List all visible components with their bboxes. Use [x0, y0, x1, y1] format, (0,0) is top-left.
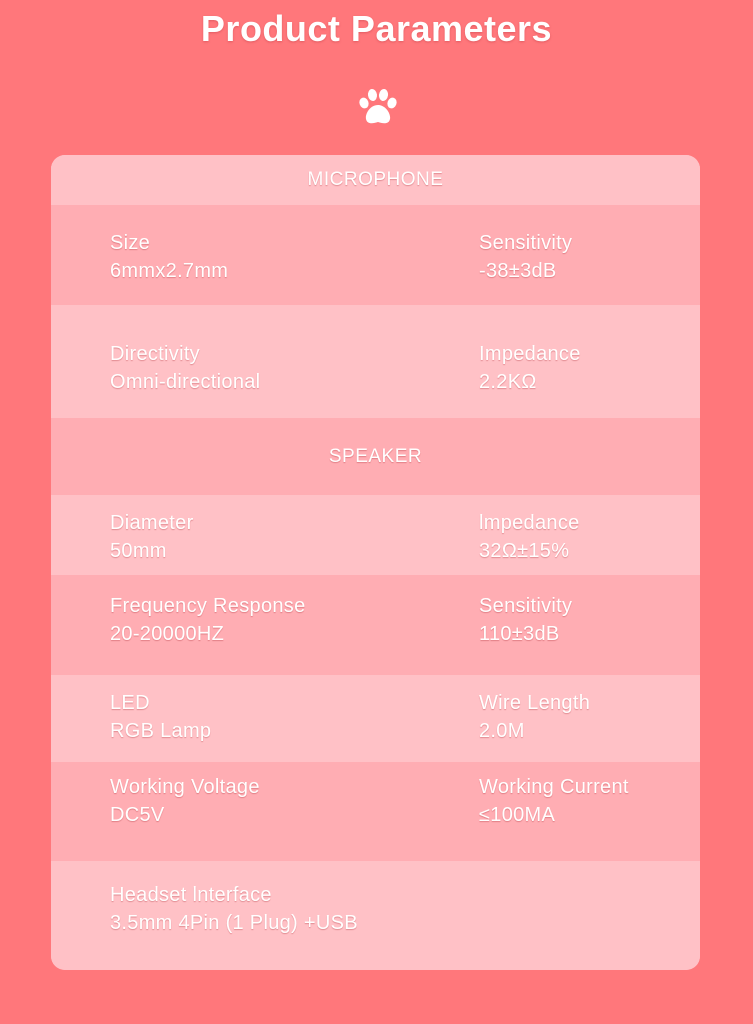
- spec-row: [51, 675, 700, 762]
- speaker-header-label: SPEAKER: [328, 445, 423, 467]
- spec-cell-headset-interface: [110, 881, 358, 937]
- spec-row: [51, 861, 700, 970]
- microphone-header-label: MICROPHONE: [307, 169, 444, 190]
- spec-label: Directivity: [110, 343, 200, 365]
- spec-value: -38±3dB: [479, 260, 557, 282]
- spec-value: 3.5mm 4Pin (1 Plug) +USB: [110, 912, 358, 934]
- spec-value: 110±3dB: [479, 623, 560, 645]
- spec-label: Size: [110, 232, 151, 254]
- spec-label: LED: [110, 692, 150, 714]
- spec-value: 2.2KΩ: [479, 371, 537, 393]
- spec-row: [51, 575, 700, 675]
- spec-label: Frequency Response: [110, 595, 306, 617]
- spec-label: Diameter: [110, 512, 194, 534]
- spec-value: ≤100MA: [479, 804, 556, 826]
- spec-label: lmpedance: [479, 512, 580, 534]
- speaker-section-header: [51, 418, 700, 495]
- spec-cell-frequency-response: [110, 592, 306, 648]
- spec-cell-led: [110, 689, 211, 745]
- spec-cell-sensitivity: [479, 229, 572, 285]
- parameters-card: [51, 155, 700, 970]
- spec-cell-impedance: [479, 340, 581, 396]
- spec-cell-diameter: [110, 509, 194, 565]
- page-title: Product Parameters: [200, 8, 553, 49]
- spec-cell-directivity: [110, 340, 260, 396]
- spec-value: DC5V: [110, 804, 165, 826]
- spec-row: [51, 495, 700, 575]
- spec-cell-working-current: [479, 773, 629, 829]
- spec-label: Working Current: [479, 776, 629, 798]
- spec-label: Working Voltage: [110, 776, 260, 798]
- spec-label: Sensitivity: [479, 595, 573, 617]
- spec-value: 20-20000HZ: [110, 623, 225, 645]
- spec-cell-size: [110, 229, 228, 285]
- spec-label: Headset lnterface: [110, 884, 272, 906]
- spec-label: Wire Length: [479, 692, 591, 714]
- spec-cell-sensitivity: [479, 592, 572, 648]
- spec-value: Omni-directional: [110, 371, 261, 393]
- spec-value: 6mmx2.7mm: [110, 260, 229, 282]
- spec-row: [51, 762, 700, 861]
- spec-value: 50mm: [110, 540, 167, 562]
- spec-value: 2.0M: [479, 720, 525, 742]
- spec-label: Sensitivity: [479, 232, 573, 254]
- spec-value: 32Ω±15%: [479, 540, 570, 562]
- paw-icon: [357, 88, 399, 128]
- spec-label: Impedance: [479, 343, 581, 365]
- spec-row: [51, 305, 700, 418]
- spec-row: [51, 205, 700, 305]
- spec-value: RGB Lamp: [110, 720, 212, 742]
- spec-cell-impedance: [479, 509, 580, 565]
- spec-cell-wire-length: [479, 689, 590, 745]
- spec-cell-working-voltage: [110, 773, 260, 829]
- microphone-section-header: [51, 155, 700, 205]
